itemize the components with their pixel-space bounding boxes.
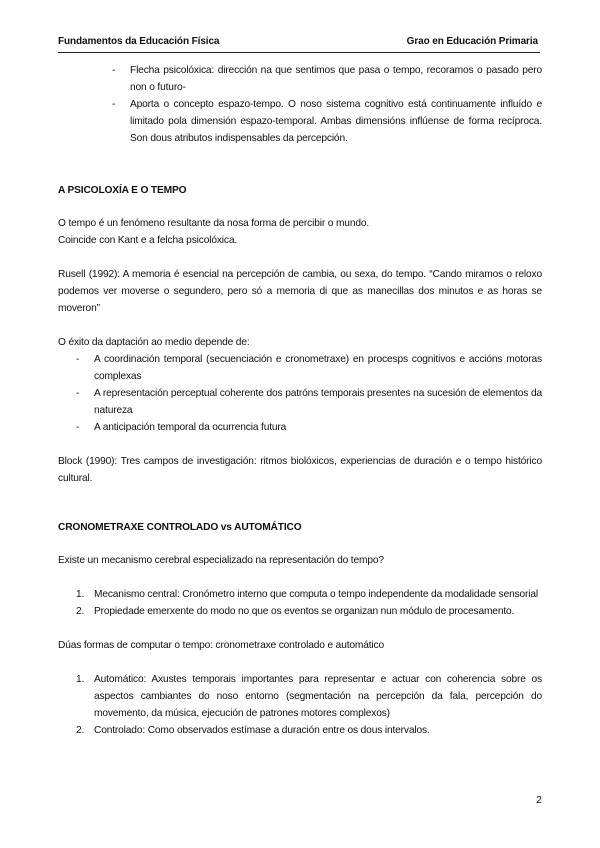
paragraph-question: Existe un mecanismo cerebral especializado na representación do tempo? [58,555,384,566]
bullet-dash: - [112,99,116,110]
list-number: 2. [76,725,85,736]
list-item [58,671,542,722]
bullet-dash: - [76,422,80,433]
list-item-text: Mecanismo central: Cronómetro interno que computa o tempo independente da modalidade sensorial [94,589,539,600]
list-item [58,351,542,385]
list-number: 2. [76,606,85,617]
list-item [58,586,542,603]
intro-bullet-list [58,62,542,147]
page-content [58,62,542,739]
section-heading-cronometraxe: CRONOMETRAXE CONTROLADO vs AUTOMÁTICO [58,522,302,533]
list-item-text: Flecha psicolóxica: dirección na que sentimos que pasa o tempo, recoramos o pasado pero non o futuro- [130,65,542,93]
bullet-dash: - [76,388,80,399]
mechanism-numbered-list [58,586,542,620]
paragraph-tempo-line1: O tempo é un fenómeno resultante da nosa forma de percibir o mundo. [58,218,370,229]
list-item [58,385,542,419]
list-item [58,62,542,96]
header-course-title: Fundamentos da Educación Física [58,36,220,47]
list-item [58,722,542,739]
list-number: 1. [76,674,85,685]
list-item-text: A coordinación temporal (secuenciación e cronometraxe) en procesps cognitivos e accións motoras complexas [94,354,542,382]
bullet-dash: - [76,354,80,365]
paragraph-tempo-line2: Coincide con Kant e a felcha psicolóxica. [58,235,238,246]
header-degree-title: Grao en Educación Primaria [406,36,538,47]
adaptation-bullet-list [58,351,542,436]
section-heading-psicoloxia: A PSICOLOXÍA E O TEMPO [58,185,187,196]
paragraph-forms: Dúas formas de computar o tempo: cronometraxe controlado e automático [58,640,385,651]
paragraph-block: Block (1990): Tres campos de investigación: ritmos biolóxicos, experiencias de duración e o tempo histórico cultural. [58,456,542,484]
list-item-text: A anticipación temporal da ocurrencia futura [94,422,287,433]
list-item-text: Automático: Axustes temporais importantes para representar e actuar con coherencia sobre os aspectos cambiantes do noso entorno (segmentación na percepción da fala, percepción do movemento, da música, ejecución de patrones motores complexos) [94,674,542,719]
list-item [58,603,542,620]
list-number: 1. [76,589,85,600]
list-item [58,96,542,147]
paragraph-rusell: Rusell (1992): A memoria é esencial na percepción de cambia, ou sexa, do tempo. “Cando miramos o reloxo podemos ver moverse o segundero, pero só a memoria di que as manecillas dos minutos e as horas se moveron” [58,269,542,314]
list-item-text: Aporta o concepto espazo-tempo. O noso sistema cognitivo está continuamente influído e limitado pola dimensión espazo-temporal. Ambas dimensións inflúense de forma recíproca. Son dous atributos indispensables da percepción. [130,99,542,144]
list-item-text: Controlado: Como observados estímase a duración entre os dous intervalos. [94,725,430,736]
bullet-dash: - [112,65,116,76]
paragraph-exito: O éxito da daptación ao medio depende de: [58,337,250,348]
page-number: 2 [536,794,542,806]
list-item-text: A representación perceptual coherente dos patróns temporais presentes na sucesión de elementos da natureza [94,388,542,416]
list-item [58,419,542,436]
page-header [58,34,540,53]
timing-numbered-list [58,671,542,739]
list-item-text: Propiedade emerxente do modo no que os eventos se organizan nun módulo de procesamento. [94,606,515,617]
